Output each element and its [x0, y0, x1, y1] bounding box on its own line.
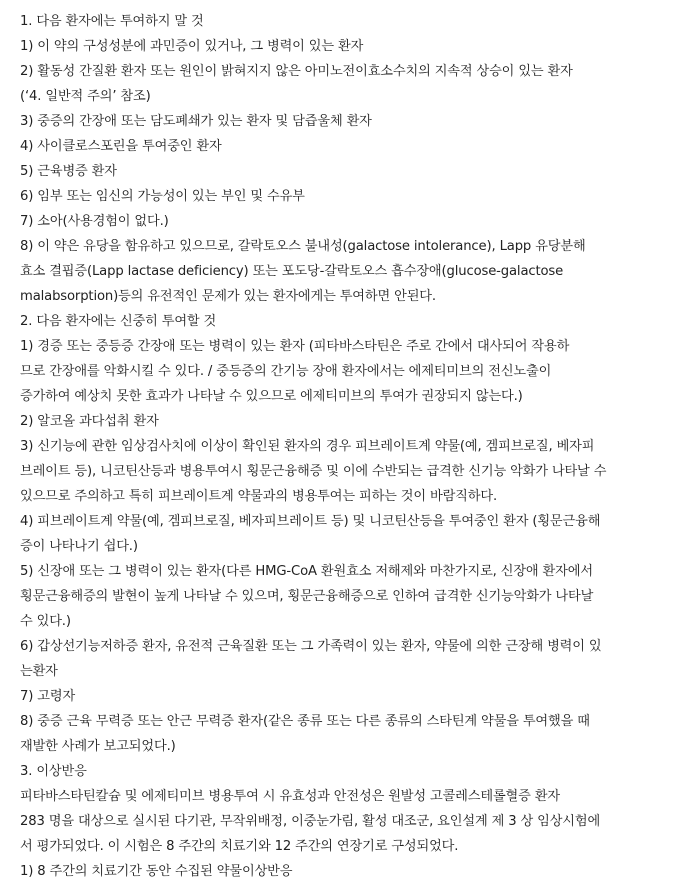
text-line: 2) 활동성 간질환 환자 또는 원인이 밝혀지지 않은 아미노전이효소수치의 지속적 상승이 있는 환자	[20, 64, 573, 79]
text-line: 수 있다.)	[20, 614, 71, 629]
text-line: 1) 경증 또는 중등증 간장애 또는 병력이 있는 환자 (피타바스타틴은 주로 간에서 대사되어 작용하	[20, 339, 570, 354]
text-line: 8) 중증 근육 무력증 또는 안근 무력증 환자(같은 종류 또는 다른 종류의 스타틴계 약물을 투여했을 때	[20, 714, 590, 729]
text-line: 3) 신기능에 관한 임상검사치에 이상이 확인된 환자의 경우 피브레이트계 약물(예, 겜피브로질, 베자피	[20, 439, 595, 454]
text-line: 4) 피브레이트계 약물(예, 겜피브로질, 베자피브레이트 등) 및 니코틴산등을 투여중인 환자 (횡문근융해	[20, 514, 601, 529]
text-line: 1) 8 주간의 치료기간 동안 수집된 약물이상반응	[20, 864, 293, 879]
text-line: 5) 신장애 또는 그 병력이 있는 환자(다른 HMG-CoA 환원효소 저해제와 마찬가지로, 신장애 환자에서	[20, 564, 593, 579]
text-line: 6) 갑상선기능저하증 환자, 유전적 근육질환 또는 그 가족력이 있는 환자, 약물에 의한 근장해 병력이 있	[20, 639, 602, 654]
text-line: 증가하여 예상치 못한 효과가 나타날 수 있으므로 에제티미브의 투여가 권장되지 않는다.)	[20, 389, 523, 404]
text-line: (‘4. 일반적 주의’ 참조)	[20, 89, 151, 104]
section-heading-careful-administration: 2. 다음 환자에는 신중히 투여할 것	[20, 314, 217, 329]
text-line: 5) 근육병증 환자	[20, 164, 117, 179]
text-line: 6) 임부 또는 임신의 가능성이 있는 부인 및 수유부	[20, 189, 305, 204]
text-line: 효소 결핍증(Lapp lactase deficiency) 또는 포도당-갈락토오스 흡수장애(glucose-galactose	[20, 264, 564, 279]
text-line: 3) 중증의 간장애 또는 담도폐쇄가 있는 환자 및 담즙울체 환자	[20, 114, 372, 129]
text-line: 횡문근융해증의 발현이 높게 나타날 수 있으며, 횡문근융해증으로 인하여 급격한 신기능악화가 나타날	[20, 589, 594, 604]
text-line: 증이 나타나기 쉽다.)	[20, 539, 138, 554]
document-body	[20, 9, 688, 884]
text-line: 피타바스타틴칼슘 및 에제티미브 병용투여 시 유효성과 안전성은 원발성 고콜레스테롤혈증 환자	[20, 789, 560, 804]
section-heading-adverse-reactions: 3. 이상반응	[20, 764, 87, 779]
text-line: 8) 이 약은 유당을 함유하고 있으므로, 갈락토오스 불내성(galactose intolerance), Lapp 유당분해	[20, 239, 586, 254]
text-line: 7) 고령자	[20, 689, 76, 704]
text-line: 재발한 사례가 보고되었다.)	[20, 739, 176, 754]
text-line: 1) 이 약의 구성성분에 과민증이 있거나, 그 병력이 있는 환자	[20, 39, 364, 54]
text-line: 7) 소아(사용경험이 없다.)	[20, 214, 169, 229]
text-line: 283 명을 대상으로 실시된 다기관, 무작위배정, 이중눈가림, 활성 대조군, 요인설계 제 3 상 임상시험에	[20, 814, 601, 829]
text-line: 므로 간장애를 악화시킬 수 있다. / 중등증의 간기능 장애 환자에서는 에제티미브의 전신노출이	[20, 364, 552, 379]
text-line: 는환자	[20, 664, 58, 679]
text-line: 4) 사이클로스포린을 투여중인 환자	[20, 139, 222, 154]
section-heading-contraindications: 1. 다음 환자에는 투여하지 말 것	[20, 14, 204, 29]
text-line: 있으므로 주의하고 특히 피브레이트계 약물과의 병용투여는 피하는 것이 바람직하다.	[20, 489, 497, 504]
text-line: 서 평가되었다. 이 시험은 8 주간의 치료기와 12 주간의 연장기로 구성되었다.	[20, 839, 459, 854]
text-line: malabsorption)등의 유전적인 문제가 있는 환자에게는 투여하면 안된다.	[20, 289, 436, 304]
text-line: 브레이트 등), 니코틴산등과 병용투여시 횡문근융해증 및 이에 수반되는 급격한 신기능 악화가 나타날 수	[20, 464, 607, 479]
text-line: 2) 알코올 과다섭취 환자	[20, 414, 159, 429]
